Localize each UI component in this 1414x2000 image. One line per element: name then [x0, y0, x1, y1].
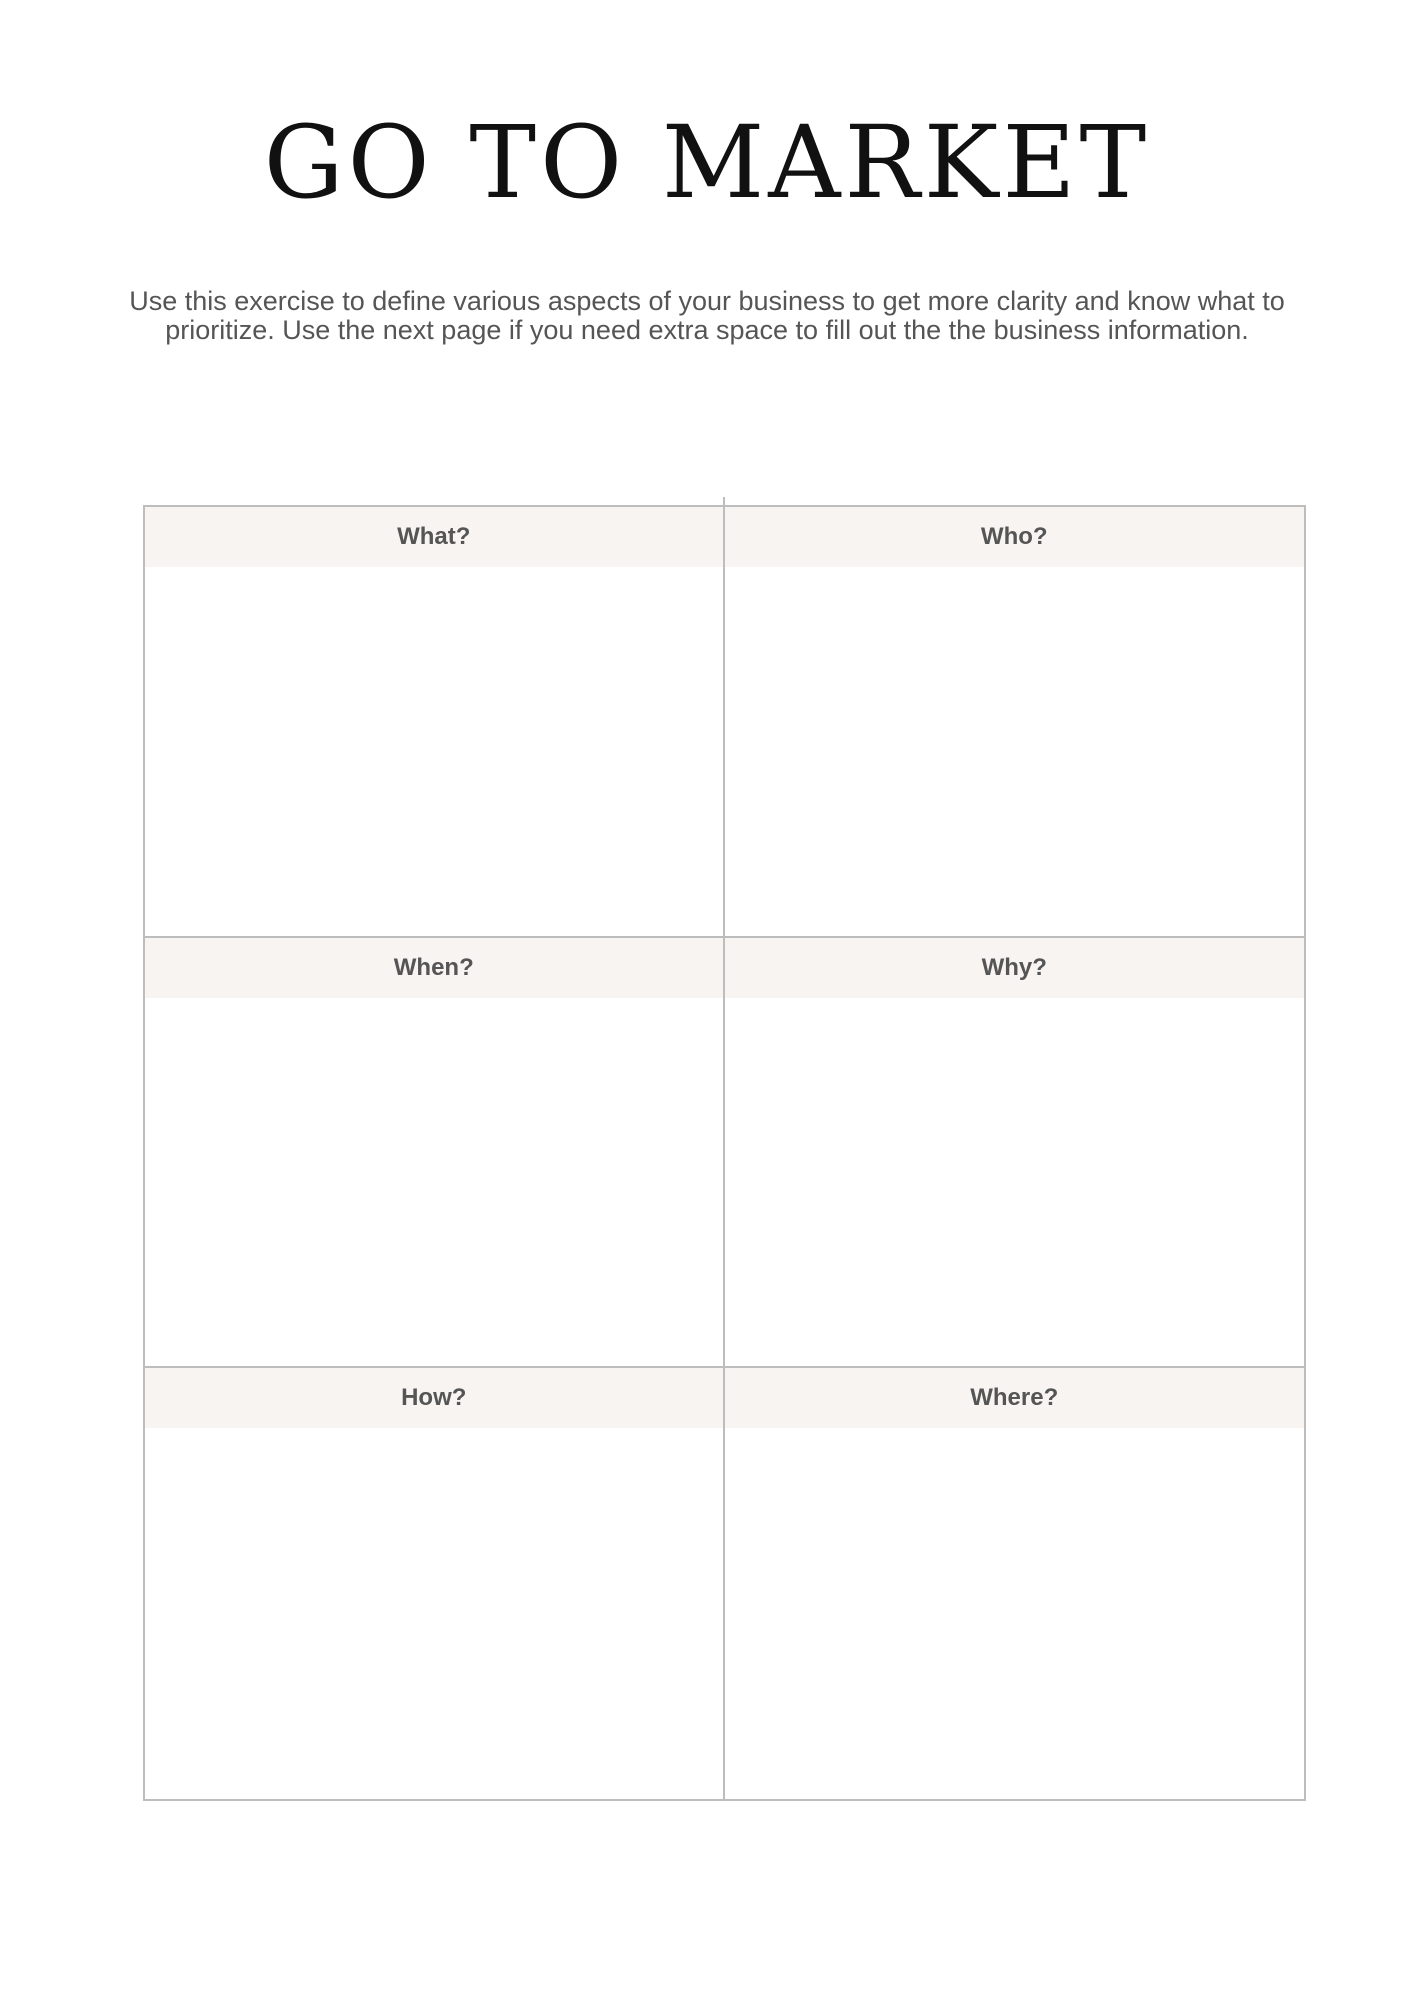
section-header: [725, 507, 1305, 567]
section-header: [145, 1368, 723, 1428]
section-where: [725, 1368, 1305, 1799]
section-when: [145, 938, 725, 1369]
page-title: GO TO MARKET: [263, 104, 1151, 221]
section-why: [725, 938, 1305, 1369]
section-label-who: Who?: [980, 523, 1048, 550]
section-write-area-why[interactable]: [725, 998, 1305, 1367]
section-write-area-when[interactable]: [145, 998, 723, 1367]
section-label-what: What?: [397, 523, 471, 550]
section-label-how: How?: [401, 1384, 467, 1412]
section-who: [725, 507, 1305, 938]
section-header: [145, 938, 723, 998]
section-header: [145, 507, 723, 567]
section-how: [145, 1368, 725, 1799]
section-header: [725, 1368, 1305, 1428]
section-header: [725, 938, 1305, 998]
intro-text: Use this exercise to define various aspects of your business to get more clarity and know what to prioritize. Use the next page if you need extra space to fill out the the business information.: [129, 286, 1285, 345]
section-label-when: When?: [393, 953, 474, 981]
section-write-area-who[interactable]: [725, 567, 1305, 936]
section-what: [145, 507, 725, 938]
worksheet-grid: [143, 505, 1306, 1801]
section-label-why: Why?: [981, 953, 1047, 981]
section-write-area-where[interactable]: [725, 1428, 1305, 1799]
section-label-where: Where?: [970, 1384, 1059, 1412]
section-write-area-what[interactable]: [145, 567, 723, 936]
section-write-area-how[interactable]: [145, 1428, 723, 1799]
